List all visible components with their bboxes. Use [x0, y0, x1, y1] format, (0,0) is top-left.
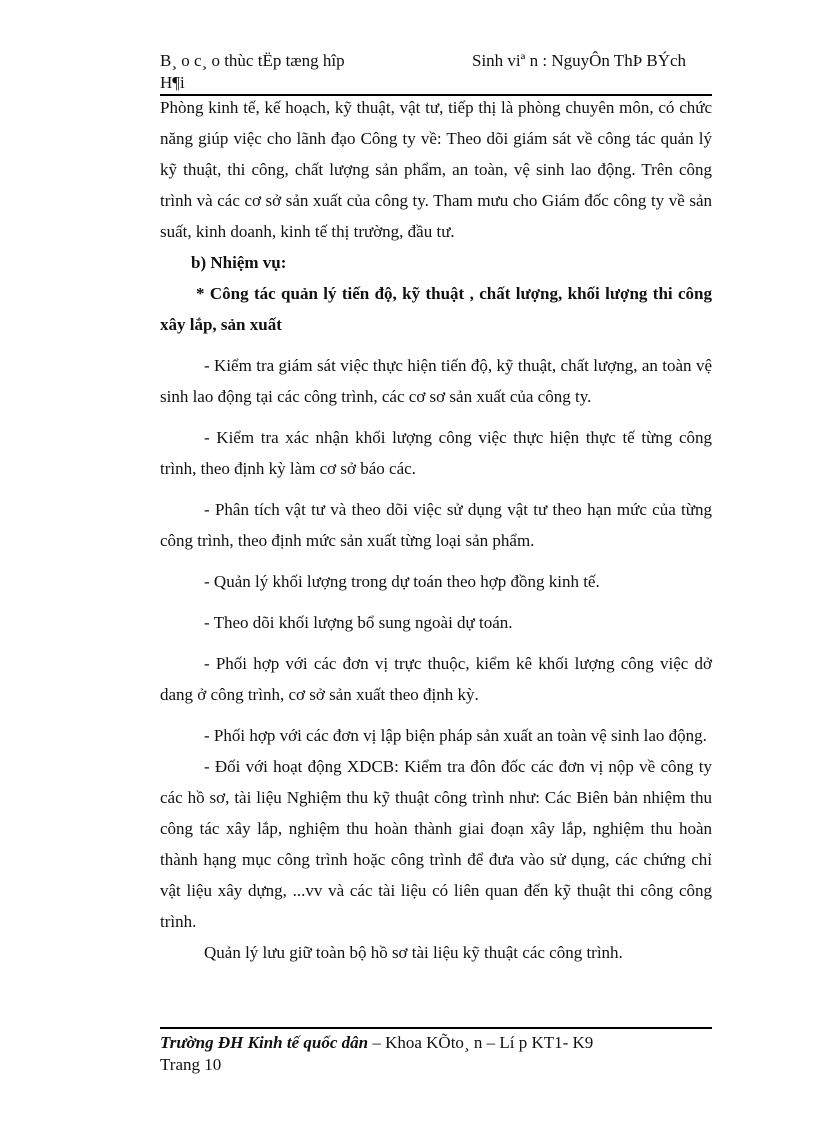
- subsection-heading: * Công tác quản lý tiến độ, kỹ thuật , chất lượng, khối lượng thi công xây lắp, sản xuất: [160, 284, 712, 334]
- duty-item: - Phân tích vật tư và theo dõi việc sử dụng vật tư theo hạn mức của từng công trình, theo định mức sản xuất từng loại sản phẩm.: [160, 500, 712, 550]
- footer-faculty-class: – Khoa KÕto¸ n – Lí p KT1- K9: [368, 1033, 594, 1052]
- header-report-title: B¸ o c¸ o thùc tËp tæng hîp: [160, 51, 345, 70]
- page-footer: [160, 1032, 712, 1076]
- section-heading-duties: b) Nhiệm vụ:: [191, 253, 287, 272]
- duty-item: - Kiểm tra xác nhận khối lượng công việc thực hiện thực tế từng công trình, theo định kỳ làm cơ sở báo các.: [160, 428, 712, 478]
- duty-item: - Theo dõi khối lượng bổ sung ngoài dự toán.: [204, 613, 513, 632]
- duty-item: - Đối với hoạt động XDCB: Kiểm tra đôn đốc các đơn vị nộp về công ty các hồ sơ, tài liệu Nghiệm thu kỹ thuật công trình như: Các Biên bản nhiệm thu công tác xây lắp, nghiệm thu hoàn thành giai đoạn xây lắp, nghiệm thu hoàn thành hạng mục công trình hoặc công trình để đưa vào sử dụng, các chứng chỉ vật liệu xây dựng, ...vv và các tài liệu có liên quan đến kỹ thuật thi công công trình.: [160, 757, 712, 931]
- page-number: Trang 10: [160, 1055, 222, 1074]
- header-report-title-cont: H¶i: [160, 73, 185, 92]
- duty-item: - Phối hợp với các đơn vị trực thuộc, kiểm kê khối lượng công việc dở dang ở công trình, cơ sở sản xuất theo định kỳ.: [160, 654, 712, 704]
- footer-divider: [160, 1027, 712, 1029]
- duty-item: - Phối hợp với các đơn vị lập biện pháp sản xuất an toàn vệ sinh lao động.: [204, 726, 707, 745]
- intro-paragraph: Phòng kinh tế, kế hoạch, kỹ thuật, vật tư, tiếp thị là phòng chuyên môn, có chức năng giúp việc cho lãnh đạo Công ty về: Theo dõi giám sát về công tác quản lý kỹ thuật, thi công, chất lượng sản phẩm, an toàn, vệ sinh lao động. Trên công trình và các cơ sở sản xuất của công ty. Tham mưu cho Giám đốc công ty về sản suất, kinh doanh, kinh tế thị trường, đầu tư.: [160, 98, 712, 241]
- duty-item: - Kiểm tra giám sát việc thực hiện tiến độ, kỹ thuật, chất lượng, an toàn vệ sinh lao động tại các công trình, các cơ sơ sản xuất của công ty.: [160, 356, 712, 406]
- document-body: [160, 92, 712, 968]
- footer-school: Trường ĐH Kinh tế quốc dân: [160, 1033, 369, 1052]
- footer-line: [160, 1032, 712, 1054]
- header-student-name: Sinh viª n : NguyÔn ThÞ BÝch: [472, 51, 687, 70]
- duty-item: - Quản lý khối lượng trong dự toán theo hợp đồng kinh tế.: [204, 572, 600, 591]
- duty-item: Quản lý lưu giữ toàn bộ hồ sơ tài liệu kỹ thuật các công trình.: [204, 943, 623, 962]
